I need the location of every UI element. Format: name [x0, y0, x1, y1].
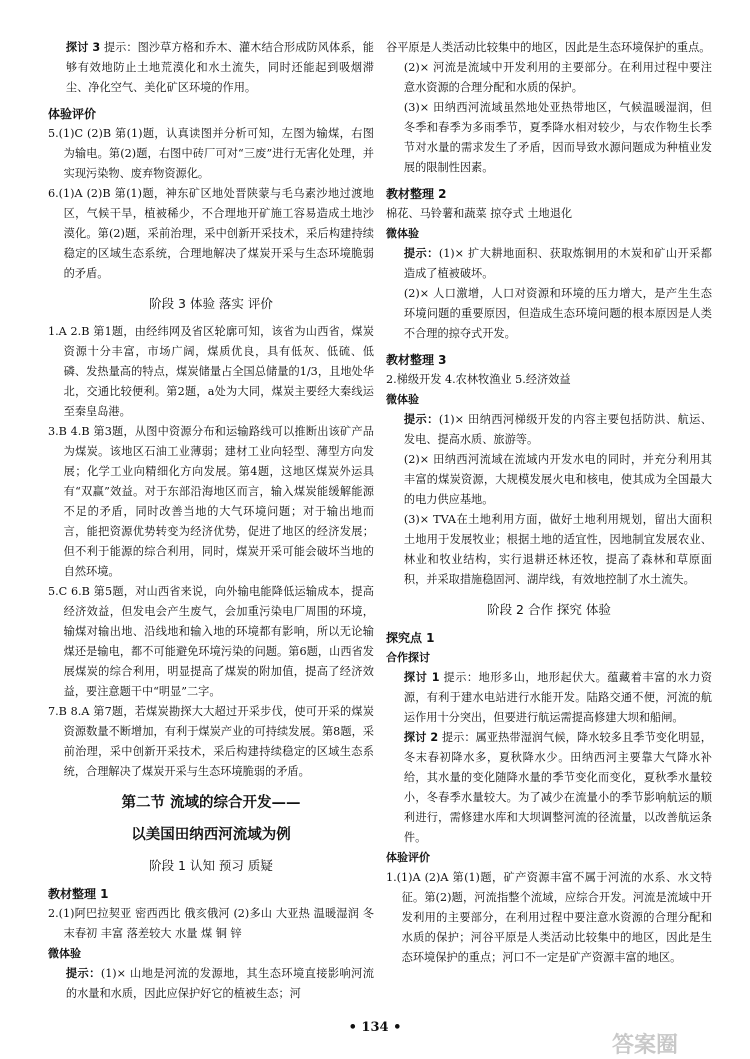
- label: 探讨 1: [403, 671, 440, 684]
- paragraph: 棉花、马铃薯和蔬菜 掠夺式 土地退化: [386, 207, 573, 220]
- answer-paragraph: 2.(1)阿巴拉契亚 密西西比 俄亥俄河 (2)多山 大亚热 温暖湿润 冬末春初 丰富 落差较大 水量 煤 铜 锌: [48, 907, 374, 940]
- paragraph: (2)× 田纳西河流域在流域内开发水电的同时，并充分利用其丰富的煤炭资源，大规模发展火电和核电，使其成为全国最大的电力供应基地。: [403, 453, 712, 506]
- label: 探讨 2: [403, 731, 439, 744]
- stage-heading: 阶段 3 体验 落实 评价: [149, 296, 273, 311]
- subsection-heading: 体验评价: [386, 851, 430, 864]
- paragraph: 探讨 3 提示：图沙草方格和乔木、灌木结合形成防风体系，能够有效地防止土地荒漠化和水土流失，同时还能起到吸烟滞尘、净化空气、美化矿区环境的作用。: [65, 41, 374, 94]
- label: 探讨 3: [65, 41, 101, 54]
- answer-paragraph: 5.C 6.B 第5题，对山西省来说，向外输电能降低运输成本，提高经济效益，但发电会产生废气，会加重污染电厂周围的环境，输煤对输出地、沿线地和输入地的环境都有影响，所以无论输煤还是输电，都不可能避免环境污染的问题。第6题，山西省发展煤炭的综合利用，明显提高了煤炭的附加值，提高了经济效益，要注意题干中“明显”二字。: [48, 585, 374, 698]
- paragraph: 探讨 2 提示：属亚热带湿润气候，降水较多且季节变化明显，冬末春初降水多，夏秋降水少。田纳西河主要靠大气降水补给，其水量的变化随降水量的季节变化而变化，夏秋季水量较小，冬春季水量较大。为了减少在流量小的季节影响航运的顺利进行，需修建水库和大坝调整河流的径流量，以改善航运条件。: [403, 731, 712, 844]
- section-heading: 体验评价: [48, 107, 97, 121]
- subsection-heading: 合作探讨: [386, 651, 430, 664]
- label: 提示：: [403, 247, 439, 260]
- paragraph: 谷平原是人类活动比较集中的地区，因此是生态环境保护的重点。: [386, 41, 711, 54]
- answer-paragraph: 1.A 2.B 第1题，由经纬网及省区轮廓可知，该省为山西省，煤炭资源十分丰富，市场广阔，煤质优良，具有低灰、低硫、低磷、发热量高的特点，煤炭储量占全国总储量的1/3，且地处华北，交通比较便利。第2题，a处为大同，煤炭主要经大秦线运至秦皇岛港。: [48, 325, 374, 418]
- right-column: [386, 38, 712, 968]
- stage-heading: 阶段 2 合作 探究 体验: [487, 602, 611, 617]
- left-column: [48, 38, 374, 1004]
- subsection-heading: 微体验: [386, 393, 419, 406]
- paragraph: (3)× TVA在土地利用方面，做好土地利用规划，留出大面积土地用于发展牧业；根据土地的适宜性，因地制宜发展农业、林业和牧业结构，实行退耕还林还牧，提高了森林和草原面积，并采取措施稳固河、湖岸线，有效地控制了水土流失。: [403, 513, 712, 586]
- paragraph: 提示：(1)× 扩大耕地面积、获取炼铜用的木炭和矿山开采都造成了植被破坏。: [403, 247, 712, 280]
- section-heading: 教材整理 2: [386, 187, 447, 201]
- chapter-title-line2: 以美国田纳西河流域为例: [131, 826, 291, 843]
- paragraph: 提示：(1)× 山地是河流的发源地，其生态环境直接影响河流的水量和水质，因此应保护好它的植被生态；河: [65, 967, 374, 1000]
- label: 提示：: [403, 413, 439, 426]
- section-heading: 教材整理 3: [386, 353, 447, 367]
- subsection-heading: 微体验: [48, 947, 81, 960]
- chapter-title-line1: 第二节 流域的综合开发——: [121, 794, 301, 811]
- paragraph: 探讨 1 提示：地形多山，地形起伏大。蕴藏着丰富的水力资源，有利于建水电站进行水能开发。陆路交通不便，河流的航运作用十分突出，但要进行航运需提高修建大坝和船闸。: [403, 671, 712, 724]
- section-heading: 教材整理 1: [48, 887, 109, 901]
- answer-paragraph: 7.B 8.A 第7题，若煤炭勘探大大超过开采步伐，使可开采的煤炭资源数量不断增加，有利于煤炭产业的可持续发展。第8题，采前治理，采中创新开采技术，采后构建持续稳定的区域生态系统，合理解决了煤炭开采与生态环境脆弱的矛盾。: [48, 705, 374, 778]
- answer-paragraph: 1.(1)A (2)A 第(1)题，矿产资源丰富不属于河流的水系、水文特征。第(2)题，河流指整个流域，应综合开发。河流是流域中开发利用的主要部分，在利用过程中要注意水资源的合理分配和水质的保护；河谷平原是人类活动比较集中的地区，因此是生态环境保护的重点；河口不一定是矿产资源丰富的地区。: [386, 871, 712, 964]
- label: 提示：: [65, 967, 101, 980]
- page-number: • 134 •: [348, 1020, 402, 1035]
- paragraph: 提示：(1)× 田纳西河梯级开发的内容主要包括防洪、航运、发电、提高水质、旅游等。: [403, 413, 712, 446]
- paragraph: (2)× 人口激增，人口对资源和环境的压力增大，是产生生态环境问题的重要原因，但造成生态环境问题的根本原因是人类不合理的掠夺式开发。: [403, 287, 712, 340]
- answer-paragraph: 3.B 4.B 第3题，从图中资源分布和运输路线可以推断出该矿产品为煤炭。该地区石油工业薄弱；建材工业向轻型、薄型方向发展；化学工业向精细化方向发展。第4题，这地区煤炭外运具有“双赢”效益。对于东部沿海地区而言，输入煤炭能缓解能源不足的矛盾，同时改善当地的大气环境问题；对于输出地而言，能把资源优势转变为经济优势，促进了地区的经济发展；但不利于能源的综合利用，同时，煤炭开采可能会破坏当地的自然环境。: [48, 425, 374, 578]
- section-heading: 探究点 1: [386, 631, 435, 645]
- paragraph: (3)× 田纳西河流域虽然地处亚热带地区，气候温暖湿润，但冬季和春季为多雨季节，夏季降水相对较少，与农作物生长季节对水量的需求发生了矛盾，因而导致水源问题成为种植业发展的限制性因素。: [403, 101, 712, 174]
- subsection-heading: 微体验: [386, 227, 419, 240]
- watermark-logo: 答案圈: [612, 1033, 679, 1058]
- stage-heading: 阶段 1 认知 预习 质疑: [149, 858, 273, 873]
- paragraph: (2)× 河流是流域中开发利用的主要部分。在利用过程中要注意水资源的合理分配和水质的保护。: [403, 61, 712, 94]
- answer-paragraph: 5.(1)C (2)B 第(1)题，认真读图并分析可知，左图为输煤，右图为输电。第(2)题，右图中砖厂可对“三废”进行无害化处理，并实现污染物、废弃物资源化。: [48, 127, 374, 180]
- paragraph: 2.梯级开发 4.农林牧渔业 5.经济效益: [386, 373, 571, 386]
- answer-paragraph: 6.(1)A (2)B 第(1)题，神东矿区地处晋陕蒙与毛乌素沙地过渡地区，气候干旱，植被稀少，不合理地开矿施工容易造成土地沙漠化。第(2)题，采前治理，采中创新开采技术，采后构建持续稳定的区域生态系统，合理地解决了煤炭开采与生态环境脆弱的矛盾。: [48, 187, 374, 280]
